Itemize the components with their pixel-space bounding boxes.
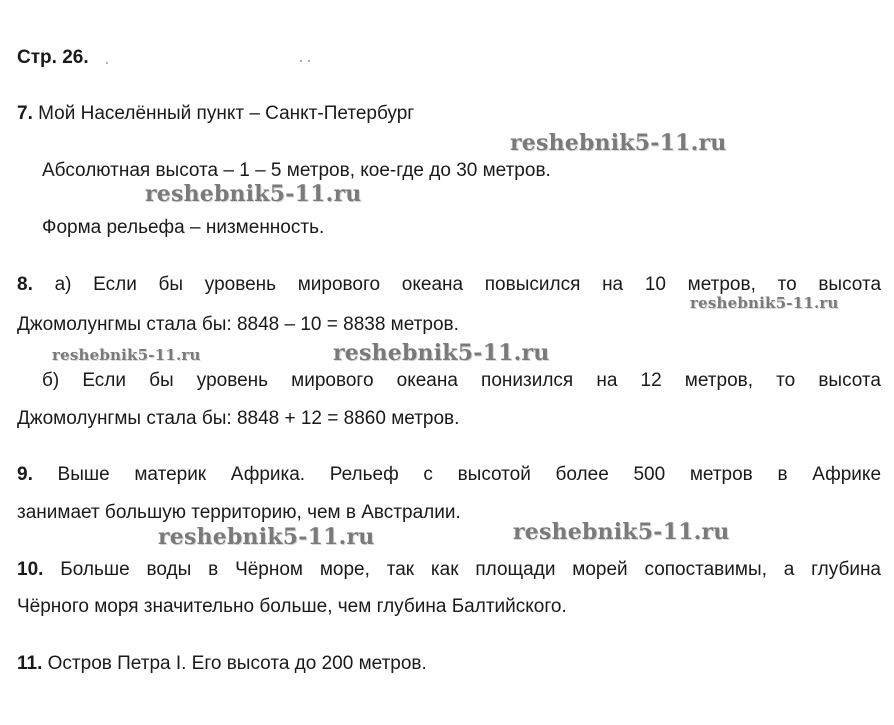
q8-line-4 (17, 407, 881, 431)
watermark: reshebnik5-11.ru (510, 130, 727, 156)
q7-line-2 (42, 159, 881, 183)
q9-line-1 (17, 463, 881, 487)
page-header (17, 46, 881, 70)
q8-a-text-2: Джомолунгмы стала бы: 8848 – 10 = 8838 метров. (17, 314, 459, 335)
q10-text-2: Чёрного моря значительно больше, чем глубина Балтийского. (17, 596, 567, 617)
q7-line-3 (42, 216, 881, 240)
scan-artifact (300, 58, 310, 64)
q10-line-2 (17, 595, 881, 619)
q8-line-3 (42, 369, 881, 393)
watermark: reshebnik5-11.ru (513, 519, 730, 545)
q8-b-text-1: б) Если бы уровень мирового океана понизился на 12 метров, то высота (42, 370, 881, 391)
watermark: reshebnik5-11.ru (145, 181, 362, 207)
q11-text-1: Остров Петра I. Его высота до 200 метров. (47, 653, 427, 674)
q7-number: 7. (17, 103, 33, 124)
watermark: reshebnik5-11.ru (333, 340, 550, 366)
q8-a-text-1: а) Если бы уровень мирового океана повысился на 10 метров, то высота (54, 274, 882, 295)
watermark: reshebnik5-11.ru (52, 346, 201, 364)
q7-text-3: Форма рельефа – низменность. (42, 217, 325, 238)
q7-line-1 (17, 102, 881, 126)
q8-number: 8. (17, 274, 33, 295)
q8-b-text-2: Джомолунгмы стала бы: 8848 + 12 = 8860 метров. (17, 408, 460, 429)
q9-line-2 (17, 501, 881, 525)
q10-line-1 (17, 558, 881, 582)
q11-number: 11. (17, 653, 43, 674)
watermark: reshebnik5-11.ru (690, 294, 839, 312)
q9-text-2: занимает большую территорию, чем в Австралии. (17, 502, 461, 523)
page-label: Стр. 26. (17, 47, 89, 68)
q7-text-1: Мой Населённый пункт – Санкт-Петербург (38, 103, 415, 124)
scan-artifact (106, 60, 116, 66)
watermark: reshebnik5-11.ru (158, 524, 375, 550)
q9-text-1: Выше материк Африка. Рельеф с высотой более 500 метров в Африке (57, 464, 882, 485)
q10-text-1: Больше воды в Чёрном море, так как площади морей сопоставимы, а глубина (60, 559, 881, 580)
q9-number: 9. (17, 464, 33, 485)
q10-number: 10. (17, 559, 44, 580)
q7-text-2: Абсолютная высота – 1 – 5 метров, кое-где до 30 метров. (42, 160, 551, 181)
q8-line-2 (17, 313, 881, 337)
q11-line-1 (17, 652, 881, 676)
